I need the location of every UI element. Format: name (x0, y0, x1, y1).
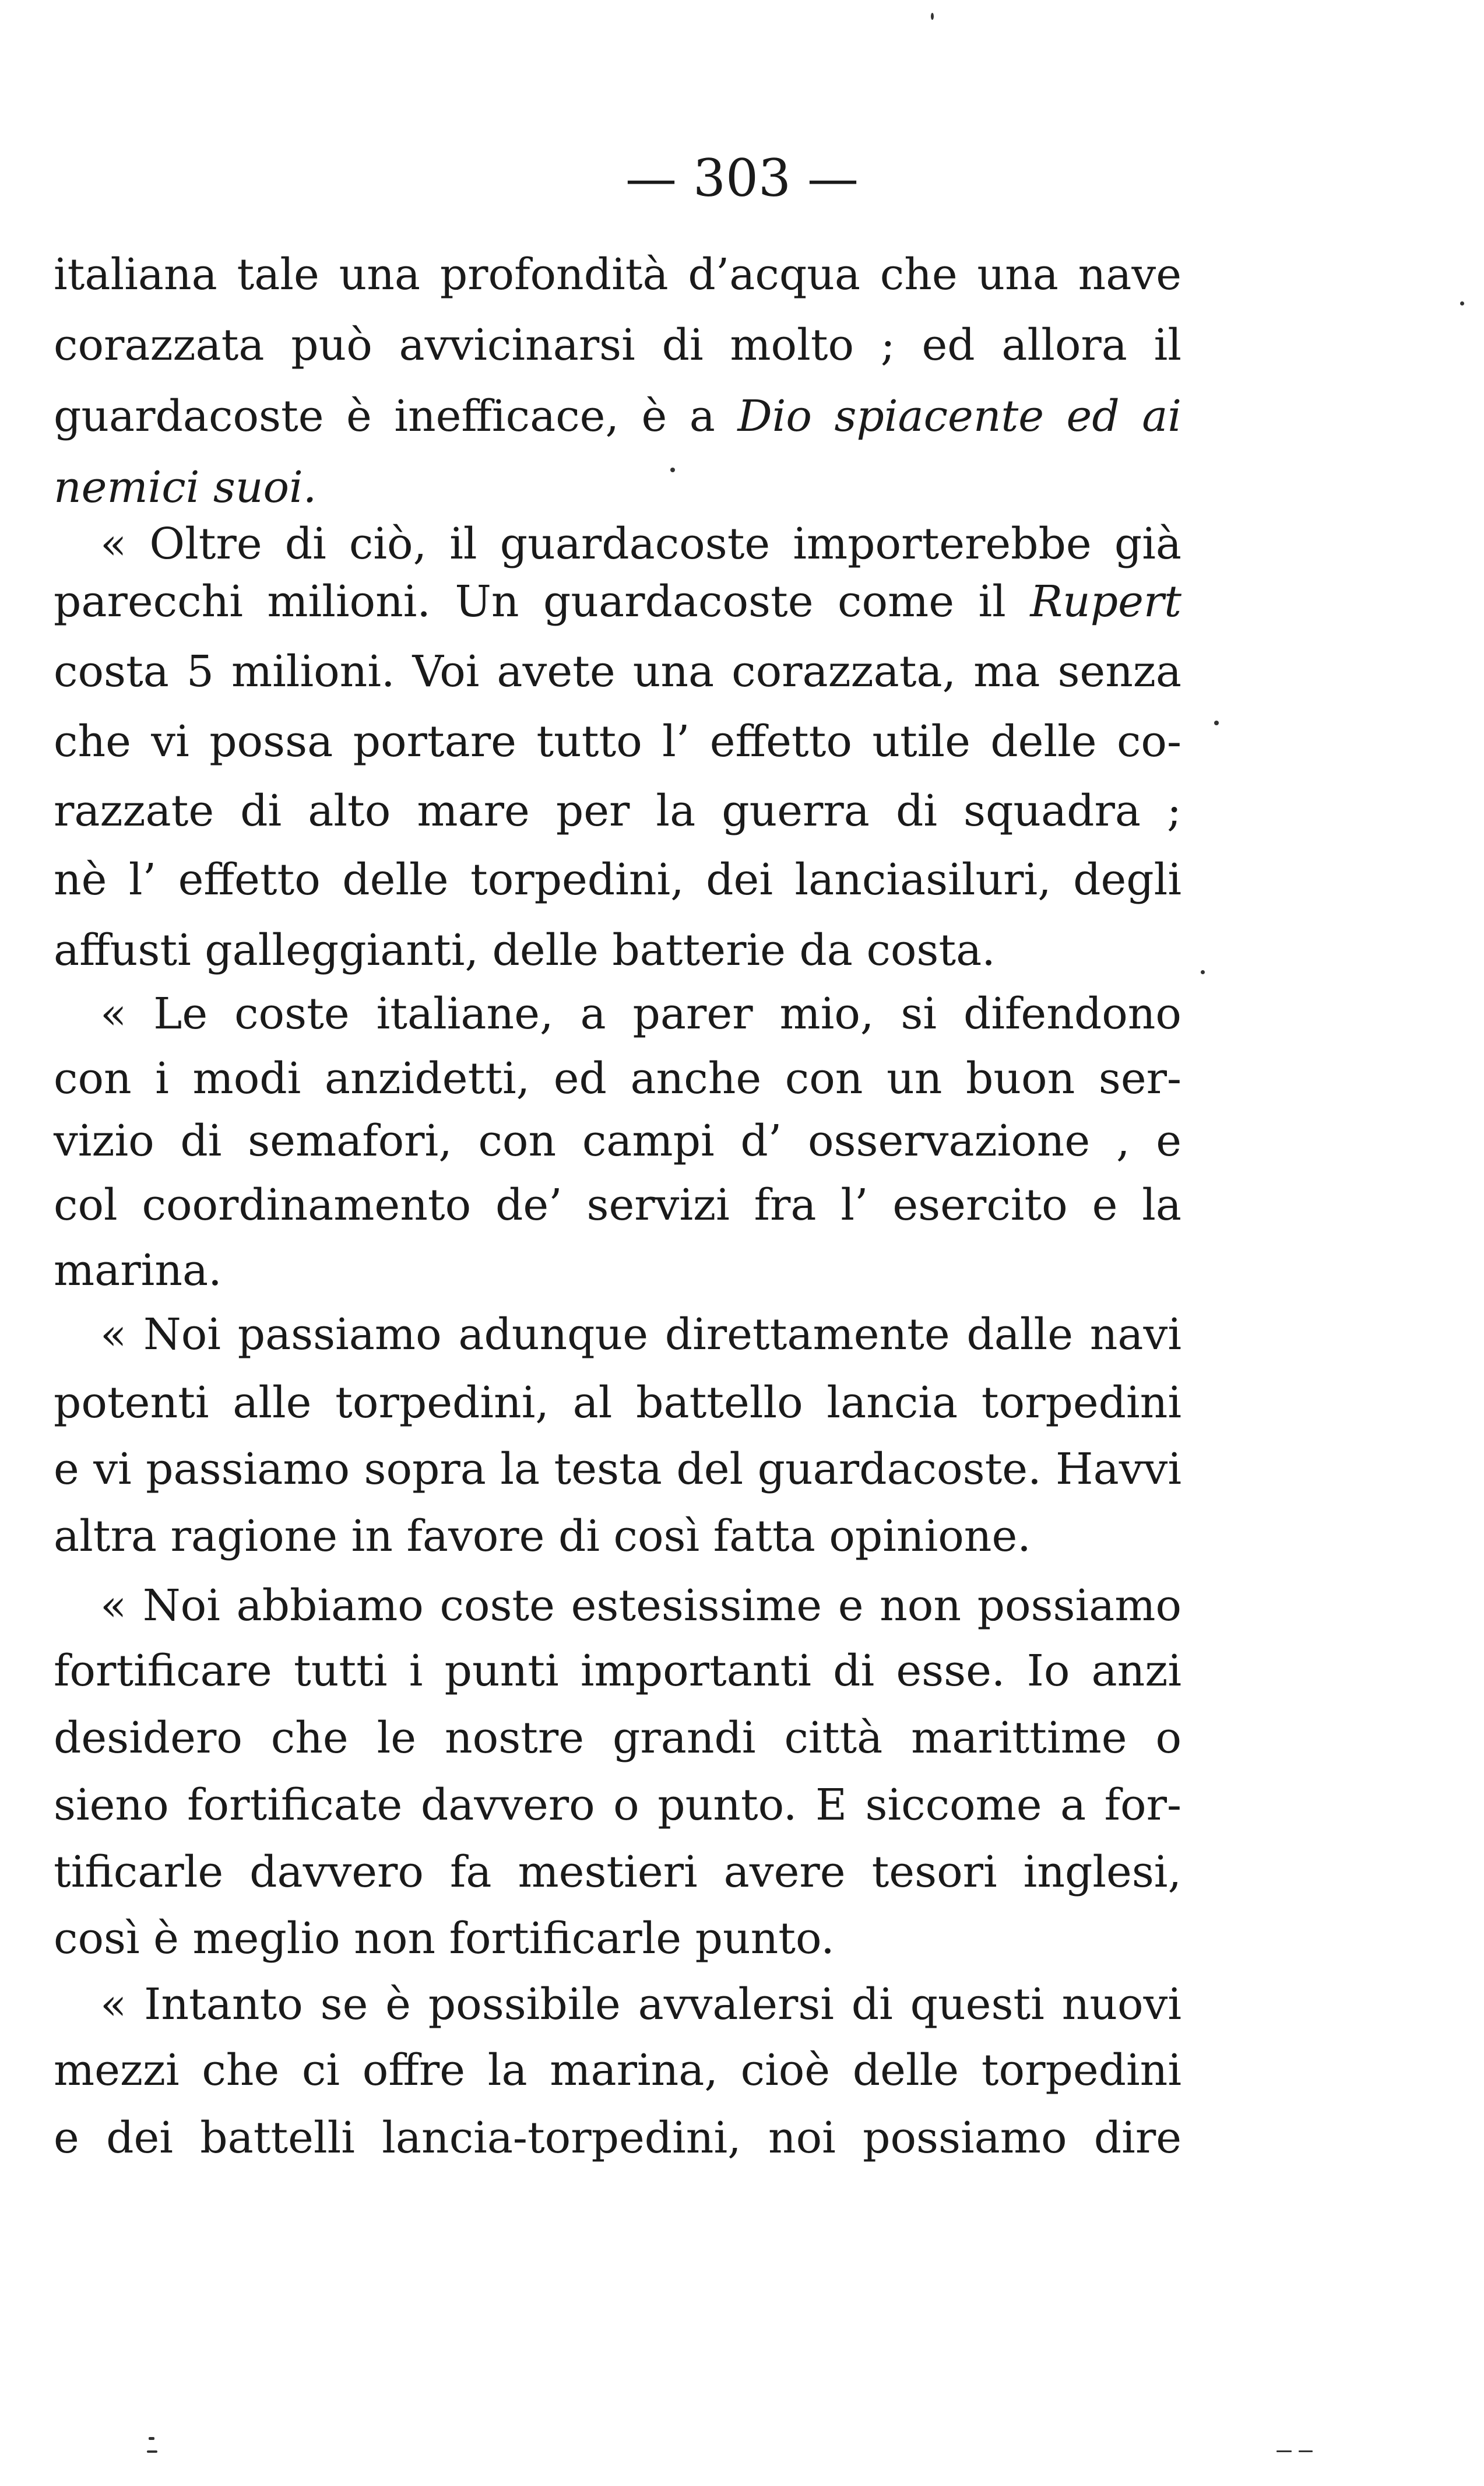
print-speck (931, 13, 934, 20)
text-line: nè l’ effetto delle torpedini, dei lanciasiluri, degli (54, 855, 1181, 905)
text-line: guardacoste è inefficace, è a Dio spiacente ed ai (54, 391, 1181, 441)
text-line: nemici suoi. (54, 462, 317, 512)
text-line: parecchi milioni. Un guardacoste come il Rupert (54, 577, 1181, 627)
text-line: marina. (54, 1245, 222, 1295)
text-line: italiana tale una profondità d’acqua che una nave (54, 250, 1181, 300)
text-line: così è meglio non fortificarle punto. (54, 1913, 835, 1964)
text-line: tificarle davvero fa mestieri avere tesori inglesi, (54, 1847, 1181, 1897)
text-line: con i modi anzidetti, ed anche con un buon ser- (54, 1054, 1181, 1104)
print-speck (1460, 301, 1464, 306)
text-line: altra ragione in favore di così fatta opinione. (54, 1511, 1031, 1561)
text-line: vizio di semafori, con campi d’ osservazione , e (54, 1116, 1181, 1166)
text-line: affusti galleggianti, delle batterie da costa. (54, 925, 996, 975)
text-line: potenti alle torpedini, al battello lancia torpedini (54, 1378, 1181, 1428)
text-line: « Noi abbiamo coste estesissime e non possiamo (100, 1581, 1181, 1631)
print-speck (1214, 721, 1219, 725)
print-speck (1299, 2450, 1313, 2452)
page-number: — 303 — (625, 148, 859, 208)
print-speck (147, 2450, 157, 2453)
text-line: « Noi passiamo adunque direttamente dalle navi (100, 1309, 1181, 1360)
text-line: e dei battelli lancia-torpedini, noi possiamo dire (54, 2113, 1181, 2163)
text-line: « Oltre di ciò, il guardacoste importerebbe già (100, 519, 1181, 569)
text-line: corazzata può avvicinarsi di molto ; ed allora il (54, 320, 1181, 370)
print-speck (670, 468, 675, 472)
text-line: sieno fortificate davvero o punto. E siccome a for- (54, 1780, 1181, 1830)
text-line: « Le coste italiane, a parer mio, si difendono (100, 989, 1181, 1039)
text-line: fortificare tutti i punti importanti di esse. Io anzi (54, 1646, 1181, 1696)
text-line: col coordinamento de’ servizi fra l’ esercito e la (54, 1180, 1181, 1230)
print-speck (1276, 2450, 1292, 2452)
print-speck (1201, 970, 1205, 974)
text-line: « Intanto se è possibile avvalersi di questi nuovi (100, 1979, 1181, 2029)
text-line: razzate di alto mare per la guerra di squadra ; (54, 786, 1181, 836)
text-line: che vi possa portare tutto l’ effetto utile delle co- (54, 717, 1181, 767)
text-line: desidero che le nostre grandi città marittime o (54, 1713, 1181, 1763)
text-line: e vi passiamo sopra la testa del guardacoste. Havvi (54, 1444, 1181, 1494)
text-line: mezzi che ci offre la marina, cioè delle torpedini (54, 2045, 1181, 2095)
print-speck (149, 2437, 154, 2440)
text-line: costa 5 milioni. Voi avete una corazzata, ma senza (54, 647, 1181, 697)
